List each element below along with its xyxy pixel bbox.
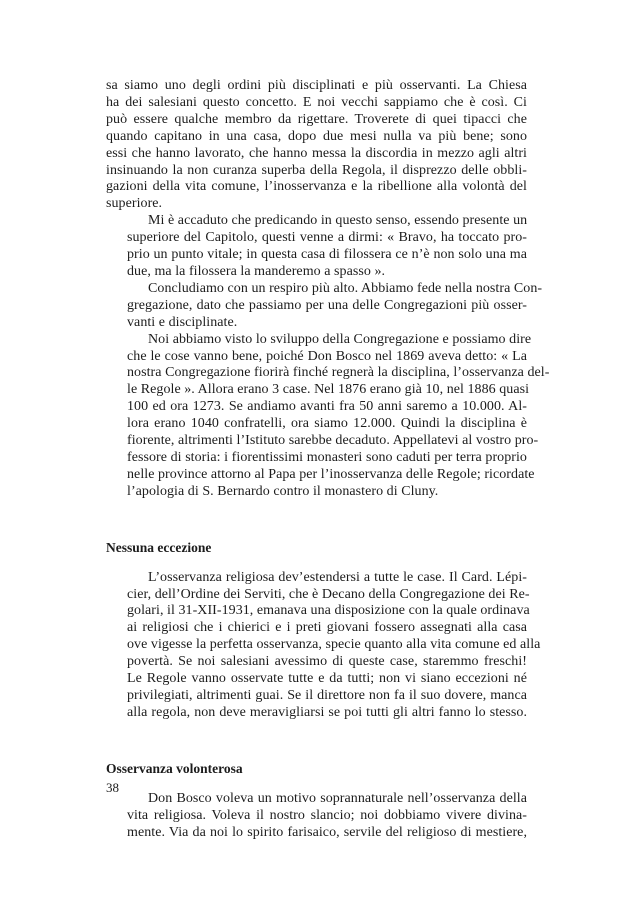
text-line: quando capitano in una casa, dopo due mesi nulla va più bene; sono <box>106 128 527 144</box>
text-line: lora erano 1040 confratelli, ora siamo 12.000. Quindi la disciplina è <box>127 416 527 432</box>
paragraph <box>106 213 527 281</box>
text-line: Mi è accaduto che predicando in questo senso, essendo presente un <box>148 213 528 229</box>
text-line: fessore di storia: i fiorentissimi monasteri sono caduti per terra proprio <box>127 449 527 465</box>
paragraph <box>106 280 543 332</box>
section-intro <box>106 78 550 501</box>
text-line: due, ma la filossera la manderemo a spasso ». <box>127 263 386 279</box>
paragraph <box>106 331 550 501</box>
text-line: ove vigesse la perfetta osservanza, specie quanto alla vita comune ed alla <box>127 637 541 653</box>
section-heading: Nessuna eccezione <box>106 539 212 555</box>
text-line: ha dei salesiani questo concetto. E noi vecchi sappiamo che è così. Ci <box>106 94 527 110</box>
text-line: 100 ed ora 1273. Se andiamo avanti fra 50 anni saremo a 10.000. Al- <box>127 399 527 415</box>
text-line: golari, il 31-XII-1931, emanava una disposizione con la quale ordinava <box>127 603 530 619</box>
text-line: cier, dell’Ordine dei Serviti, che è Decano della Congregazione dei Re- <box>127 586 530 602</box>
text-line: l’apologia di S. Bernardo contro il monastero di Cluny. <box>127 483 439 499</box>
text-line: povertà. Se noi salesiani avessimo di queste case, staremmo freschi! <box>127 654 527 670</box>
section-nessuna-eccezione <box>106 539 541 722</box>
text-line: che le cose vanno bene, poiché Don Bosco nel 1869 aveva detto: « La <box>127 348 527 364</box>
text-line: Don Bosco voleva un motivo soprannaturale nell’osservanza della <box>148 790 527 806</box>
paragraph <box>106 569 541 722</box>
text-line: nostra Congregazione fiorirà finché regnerà la disciplina, l’osservanza del- <box>127 365 550 381</box>
paragraph <box>106 791 527 842</box>
text-line: Noi abbiamo visto lo sviluppo della Congregazione e possiamo dire <box>148 331 532 347</box>
text-line: fiorente, altrimenti l’Istituto sarebbe decaduto. Appellatevi al vostro pro- <box>127 433 539 449</box>
text-line: superiore. <box>106 196 163 212</box>
text-line: le Regole ». Allora erano 3 case. Nel 1876 erano già 10, nel 1886 quasi <box>127 382 530 398</box>
text-line: superiore del Capitolo, questi venne a dirmi: « Bravo, ha toccato pro- <box>127 230 527 246</box>
text-line: essi che hanno lavorato, che hanno messa la discordia in mezzo agli altri <box>106 145 527 161</box>
text-line: Concludiamo con un respiro più alto. Abbiamo fede nella nostra Con- <box>148 280 543 296</box>
text-line: alla regola, non deve meravigliarsi se poi tutti gli altri fanno lo stesso. <box>127 704 527 720</box>
text-line: gregazione, dato che passiamo per una delle Congregazioni più osser- <box>127 297 527 313</box>
text-line: vanti e disciplinate. <box>127 314 238 330</box>
text-line: gazioni della vita comune, l’inosservanza e la ribellione alla volontà del <box>106 179 527 195</box>
text-line: ai religiosi che i chierici e i preti giovani fossero assegnati alla casa <box>127 620 527 636</box>
text-line: privilegiati, altrimenti guai. Se il direttore non fa il suo dovere, manca <box>127 688 527 703</box>
text-line: mente. Via da noi lo spirito farisaico, servile del religioso di mestiere, <box>127 824 527 840</box>
text-line: sa siamo uno degli ordini più disciplinati e più osservanti. La Chiesa <box>106 78 527 93</box>
text-line: nelle province attorno al Papa per l’inosservanza delle Regole; ricordate <box>127 466 535 482</box>
text-line: Le Regole vanno osservate tutte e da tutti; non vi siano eccezioni né <box>127 671 527 687</box>
text-line: prio un punto vitale; in questa casa di filossera ce n’è non solo una ma <box>127 247 527 263</box>
paragraph <box>106 78 527 213</box>
page-number: 38 <box>106 780 119 795</box>
text-line: insinuando la non curanza superba della Regola, il disprezzo delle obbli- <box>106 162 527 178</box>
section-osservanza-volonterosa <box>106 760 527 842</box>
text-line: può essere qualche membro da rigettare. Troverete di quei tipacci che <box>106 111 527 127</box>
page-body <box>106 78 550 842</box>
text-line: L’osservanza religiosa dev’estendersi a tutte le case. Il Card. Lépi- <box>148 569 527 585</box>
section-heading: Osservanza volonterosa <box>106 760 243 776</box>
text-line: vita religiosa. Voleva il nostro slancio; noi dobbiamo vivere divina- <box>127 807 527 823</box>
